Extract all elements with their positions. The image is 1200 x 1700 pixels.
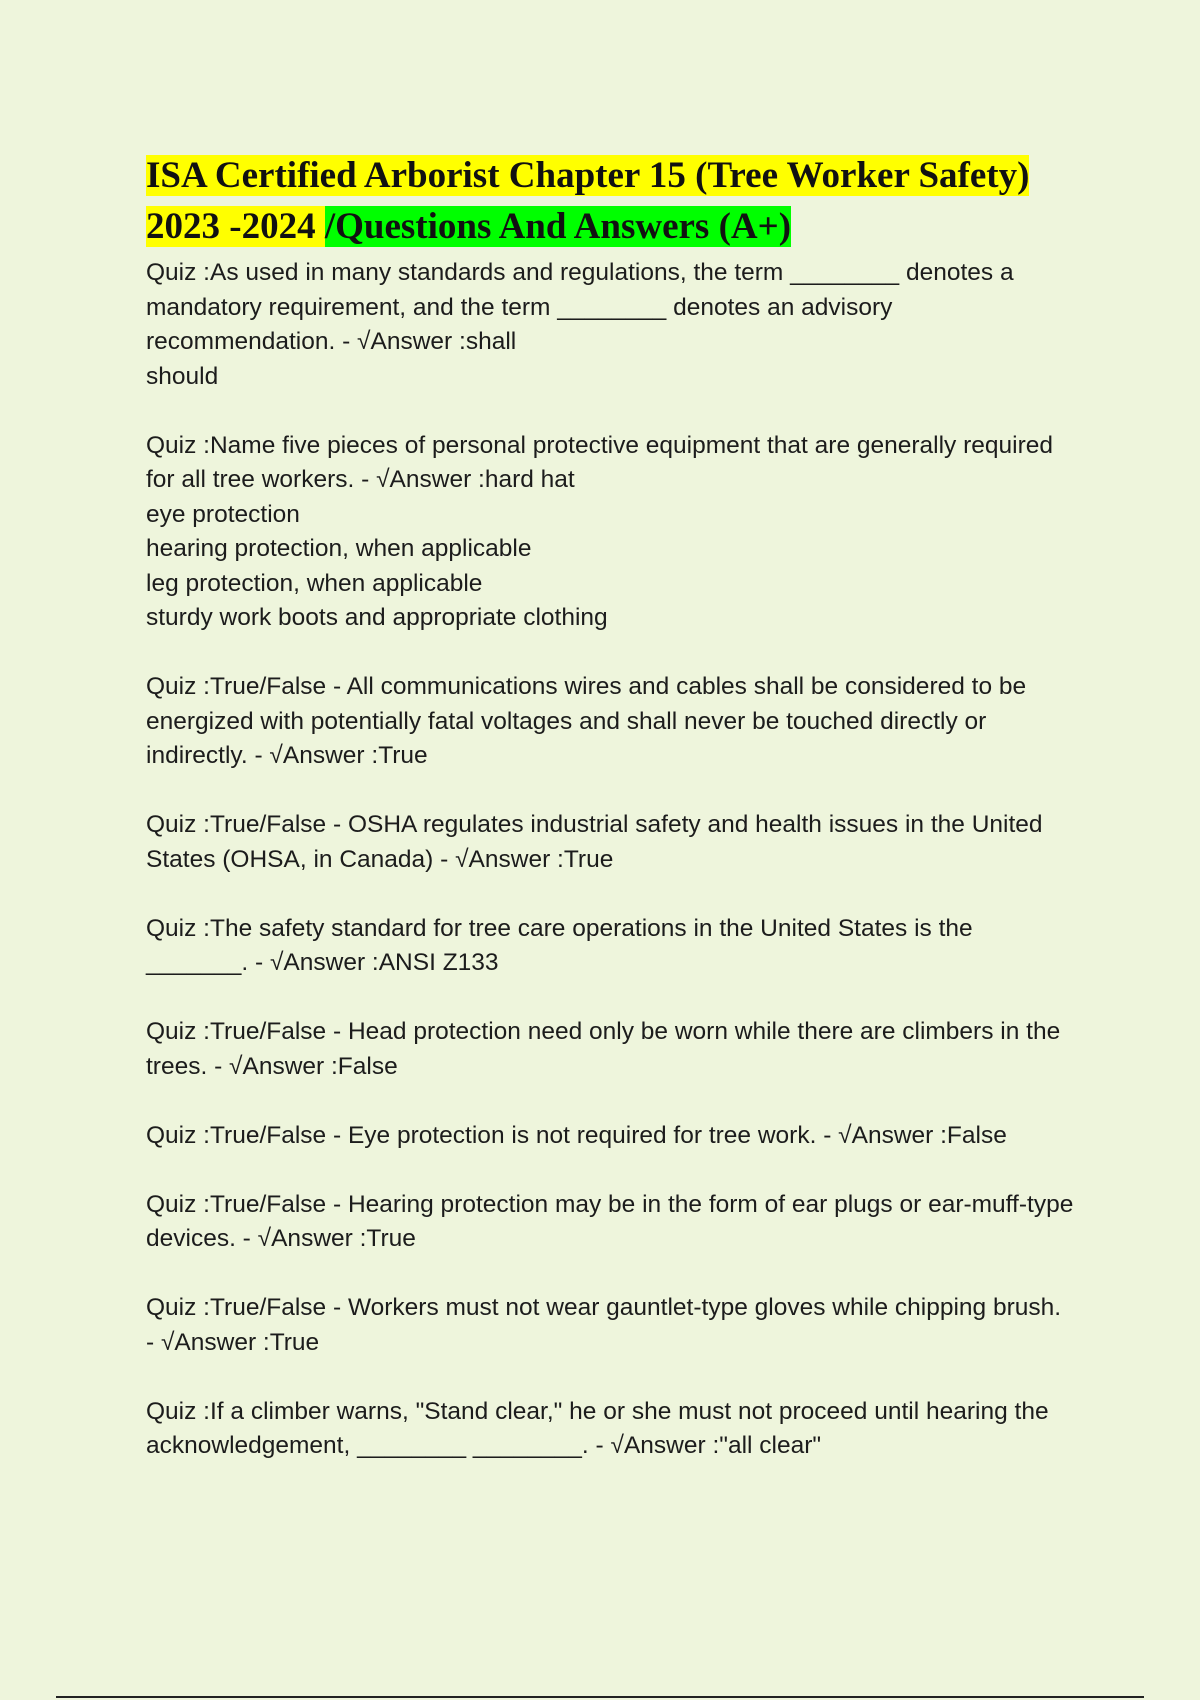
title-highlight-yellow: ISA Certified Arborist Chapter 15 (Tree Worker Safety) 2023 -2024 (146, 155, 1030, 247)
qa-list (146, 256, 1076, 1464)
title-highlight-green: /Questions And Answers (A+) (324, 206, 792, 247)
qa-item: Quiz :True/False - Hearing protection may be in the form of ear plugs or ear-muff-type devices. - √Answer :True (146, 1190, 1074, 1252)
qa-item: Quiz :The safety standard for tree care operations in the United States is the _______. - √Answer :ANSI Z133 (146, 914, 973, 976)
document-page (146, 150, 1076, 1498)
page-title (146, 150, 1076, 252)
qa-item: Quiz :True/False - All communications wires and cables shall be considered to be energized with potentially fatal voltages and shall never be touched directly or indirectly. - √Answer :True (146, 673, 1027, 769)
page-bottom-divider (56, 1696, 1144, 1698)
qa-item: Quiz :True/False - OSHA regulates industrial safety and health issues in the United States (OHSA, in Canada) - √Answer :True (146, 811, 1043, 873)
qa-item: Quiz :As used in many standards and regulations, the term ________ denotes a mandatory requirement, and the term ________ denotes an advisory recommendation. - √Answer :shall should (146, 259, 1014, 390)
qa-item: Quiz :True/False - Workers must not wear gauntlet-type gloves while chipping brush. - √Answer :True (146, 1294, 1062, 1356)
qa-item: Quiz :True/False - Head protection need only be worn while there are climbers in the trees. - √Answer :False (146, 1018, 1061, 1080)
qa-item: Quiz :Name five pieces of personal protective equipment that are generally required for all tree workers. - √Answer :hard hat eye protection hearing protection, when applicable leg protection, when applicable sturdy work boots and appropriate clothing (146, 431, 1053, 631)
qa-item: Quiz :If a climber warns, "Stand clear," he or she must not proceed until hearing the acknowledgement, ________ ________. - √Answer :"all clear" (146, 1397, 1049, 1459)
qa-item: Quiz :True/False - Eye protection is not required for tree work. - √Answer :False (146, 1121, 1007, 1149)
